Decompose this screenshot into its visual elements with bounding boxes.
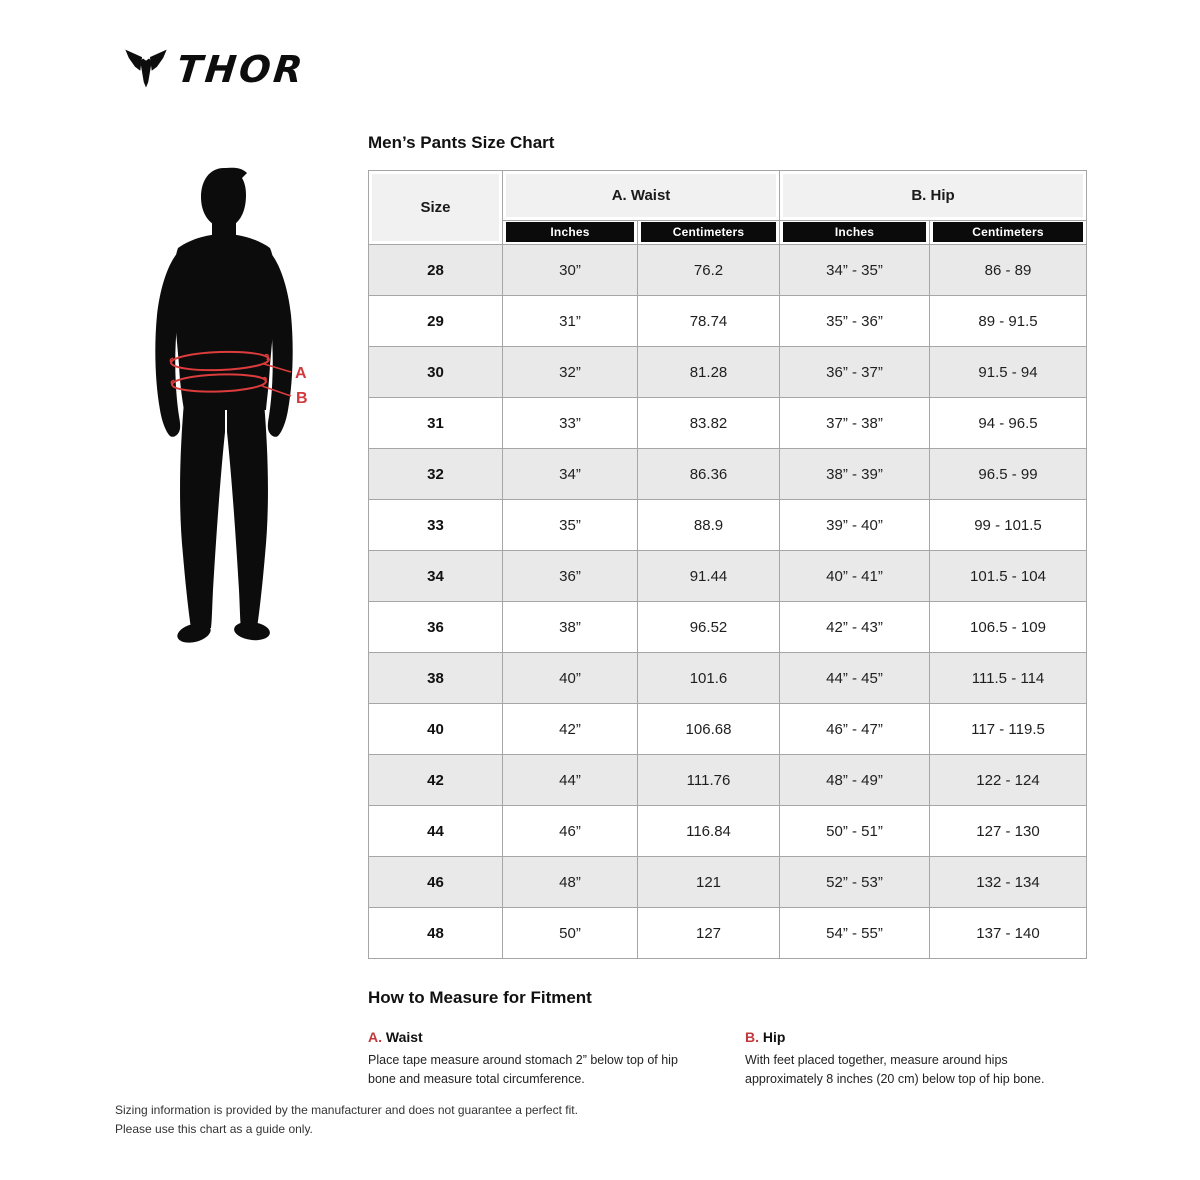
waist-centimeters-cell: 91.44 [638, 551, 780, 602]
hip-inches-cell: 48” - 49” [780, 755, 930, 806]
thor-logo-wordmark: THOR [174, 47, 308, 91]
waist-centimeters-cell: 83.82 [638, 398, 780, 449]
size-row-48 [369, 908, 1087, 959]
hip-label-b: B [296, 390, 308, 407]
hip-inches-cell: 46” - 47” [780, 704, 930, 755]
waist-inches-cell: 32” [503, 347, 638, 398]
size-cell: 36 [369, 602, 503, 653]
header-row-groups [369, 171, 1087, 221]
size-row-36 [369, 602, 1087, 653]
size-row-42 [369, 755, 1087, 806]
size-row-44 [369, 806, 1087, 857]
waist-inches-cell: 46” [503, 806, 638, 857]
measure-item-hip [745, 1029, 1088, 1089]
waist-inches-cell: 50” [503, 908, 638, 959]
hip-inches-cell: 52” - 53” [780, 857, 930, 908]
hip-inches-cell: 35” - 36” [780, 296, 930, 347]
size-cell: 33 [369, 500, 503, 551]
sizing-disclaimer-line2: Please use this chart as a guide only. [115, 1121, 313, 1136]
size-row-34 [369, 551, 1087, 602]
size-cell: 28 [369, 245, 503, 296]
size-row-46 [369, 857, 1087, 908]
measure-waist-letter: A. [368, 1029, 382, 1045]
size-cell: 29 [369, 296, 503, 347]
measure-hip-letter: B. [745, 1029, 759, 1045]
waist-centimeters-cell: 86.36 [638, 449, 780, 500]
waist-centimeters-cell: 101.6 [638, 653, 780, 704]
hip-centimeters-header: Centimeters [930, 221, 1087, 245]
waist-inches-cell: 42” [503, 704, 638, 755]
hip-inches-cell: 44” - 45” [780, 653, 930, 704]
waist-inches-cell: 35” [503, 500, 638, 551]
size-row-31 [369, 398, 1087, 449]
thor-logo [124, 46, 308, 92]
male-silhouette-diagram [140, 150, 340, 670]
how-to-measure-section [368, 988, 1088, 1089]
waist-inches-cell: 33” [503, 398, 638, 449]
hip-centimeters-cell: 89 - 91.5 [930, 296, 1087, 347]
hip-centimeters-cell: 86 - 89 [930, 245, 1087, 296]
hip-centimeters-cell: 94 - 96.5 [930, 398, 1087, 449]
size-cell: 46 [369, 857, 503, 908]
hip-centimeters-cell: 117 - 119.5 [930, 704, 1087, 755]
size-cell: 42 [369, 755, 503, 806]
waist-inches-cell: 34” [503, 449, 638, 500]
waist-centimeters-cell: 121 [638, 857, 780, 908]
male-silhouette [155, 168, 292, 646]
waist-inches-header: Inches [503, 221, 638, 245]
how-to-measure-title: How to Measure for Fitment [368, 988, 592, 1007]
size-cell: 32 [369, 449, 503, 500]
waist-centimeters-cell: 111.76 [638, 755, 780, 806]
size-chart-table [368, 170, 1087, 959]
hip-centimeters-cell: 111.5 - 114 [930, 653, 1087, 704]
thor-logo-icon [124, 46, 168, 92]
size-row-29 [369, 296, 1087, 347]
size-chart-title: Men’s Pants Size Chart [368, 133, 555, 152]
hip-inches-cell: 50” - 51” [780, 806, 930, 857]
hip-inches-cell: 54” - 55” [780, 908, 930, 959]
hip-inches-cell: 40” - 41” [780, 551, 930, 602]
hip-centimeters-cell: 96.5 - 99 [930, 449, 1087, 500]
hip-inches-cell: 42” - 43” [780, 602, 930, 653]
hip-inches-cell: 34” - 35” [780, 245, 930, 296]
waist-inches-cell: 40” [503, 653, 638, 704]
measure-waist-name: Waist [385, 1029, 423, 1045]
size-cell: 48 [369, 908, 503, 959]
waist-centimeters-cell: 106.68 [638, 704, 780, 755]
measure-waist-text: Place tape measure around stomach 2” below top of hip bone and measure total circumference. [368, 1053, 678, 1086]
measure-item-waist [368, 1029, 745, 1089]
sizing-disclaimer [115, 1101, 578, 1138]
hip-centimeters-cell: 137 - 140 [930, 908, 1087, 959]
waist-centimeters-header: Centimeters [638, 221, 780, 245]
size-chart-table-container [368, 170, 1086, 959]
measure-waist-heading [368, 1029, 705, 1045]
waist-centimeters-cell: 96.52 [638, 602, 780, 653]
hip-inches-cell: 39” - 40” [780, 500, 930, 551]
size-cell: 38 [369, 653, 503, 704]
size-cell: 44 [369, 806, 503, 857]
waist-inches-cell: 36” [503, 551, 638, 602]
size-cell: 31 [369, 398, 503, 449]
waist-inches-cell: 31” [503, 296, 638, 347]
waist-inches-cell: 38” [503, 602, 638, 653]
waist-label-a: A [295, 365, 307, 382]
measure-hip-name: Hip [762, 1029, 786, 1045]
hip-centimeters-cell: 99 - 101.5 [930, 500, 1087, 551]
hip-inches-cell: 37” - 38” [780, 398, 930, 449]
measure-hip-text: With feet placed together, measure around hips approximately 8 inches (20 cm) below top of hip bone. [745, 1053, 1045, 1086]
size-cell: 34 [369, 551, 503, 602]
waist-centimeters-cell: 127 [638, 908, 780, 959]
waist-inches-cell: 48” [503, 857, 638, 908]
hip-centimeters-cell: 132 - 134 [930, 857, 1087, 908]
size-row-40 [369, 704, 1087, 755]
hip-centimeters-cell: 91.5 - 94 [930, 347, 1087, 398]
waist-centimeters-cell: 76.2 [638, 245, 780, 296]
hip-centimeters-cell: 106.5 - 109 [930, 602, 1087, 653]
hip-centimeters-cell: 127 - 130 [930, 806, 1087, 857]
waist-centimeters-cell: 78.74 [638, 296, 780, 347]
size-row-28 [369, 245, 1087, 296]
size-row-38 [369, 653, 1087, 704]
waist-centimeters-cell: 81.28 [638, 347, 780, 398]
hip-centimeters-cell: 122 - 124 [930, 755, 1087, 806]
measure-columns [368, 1029, 1088, 1089]
size-row-30 [369, 347, 1087, 398]
sizing-disclaimer-line1: Sizing information is provided by the manufacturer and does not guarantee a perfect fit. [115, 1103, 578, 1117]
waist-group-header: A. Waist [503, 171, 780, 221]
size-chart-rows [369, 245, 1087, 959]
body-measurement-figure [140, 150, 340, 670]
size-cell: 40 [369, 704, 503, 755]
hip-group-header: B. Hip [780, 171, 1087, 221]
hip-inches-header: Inches [780, 221, 930, 245]
waist-inches-cell: 44” [503, 755, 638, 806]
hip-inches-cell: 38” - 39” [780, 449, 930, 500]
size-cell: 30 [369, 347, 503, 398]
size-row-32 [369, 449, 1087, 500]
waist-centimeters-cell: 88.9 [638, 500, 780, 551]
hip-centimeters-cell: 101.5 - 104 [930, 551, 1087, 602]
hip-inches-cell: 36” - 37” [780, 347, 930, 398]
size-row-33 [369, 500, 1087, 551]
waist-centimeters-cell: 116.84 [638, 806, 780, 857]
measure-hip-heading [745, 1029, 1088, 1045]
waist-inches-cell: 30” [503, 245, 638, 296]
size-column-header: Size [369, 171, 503, 245]
